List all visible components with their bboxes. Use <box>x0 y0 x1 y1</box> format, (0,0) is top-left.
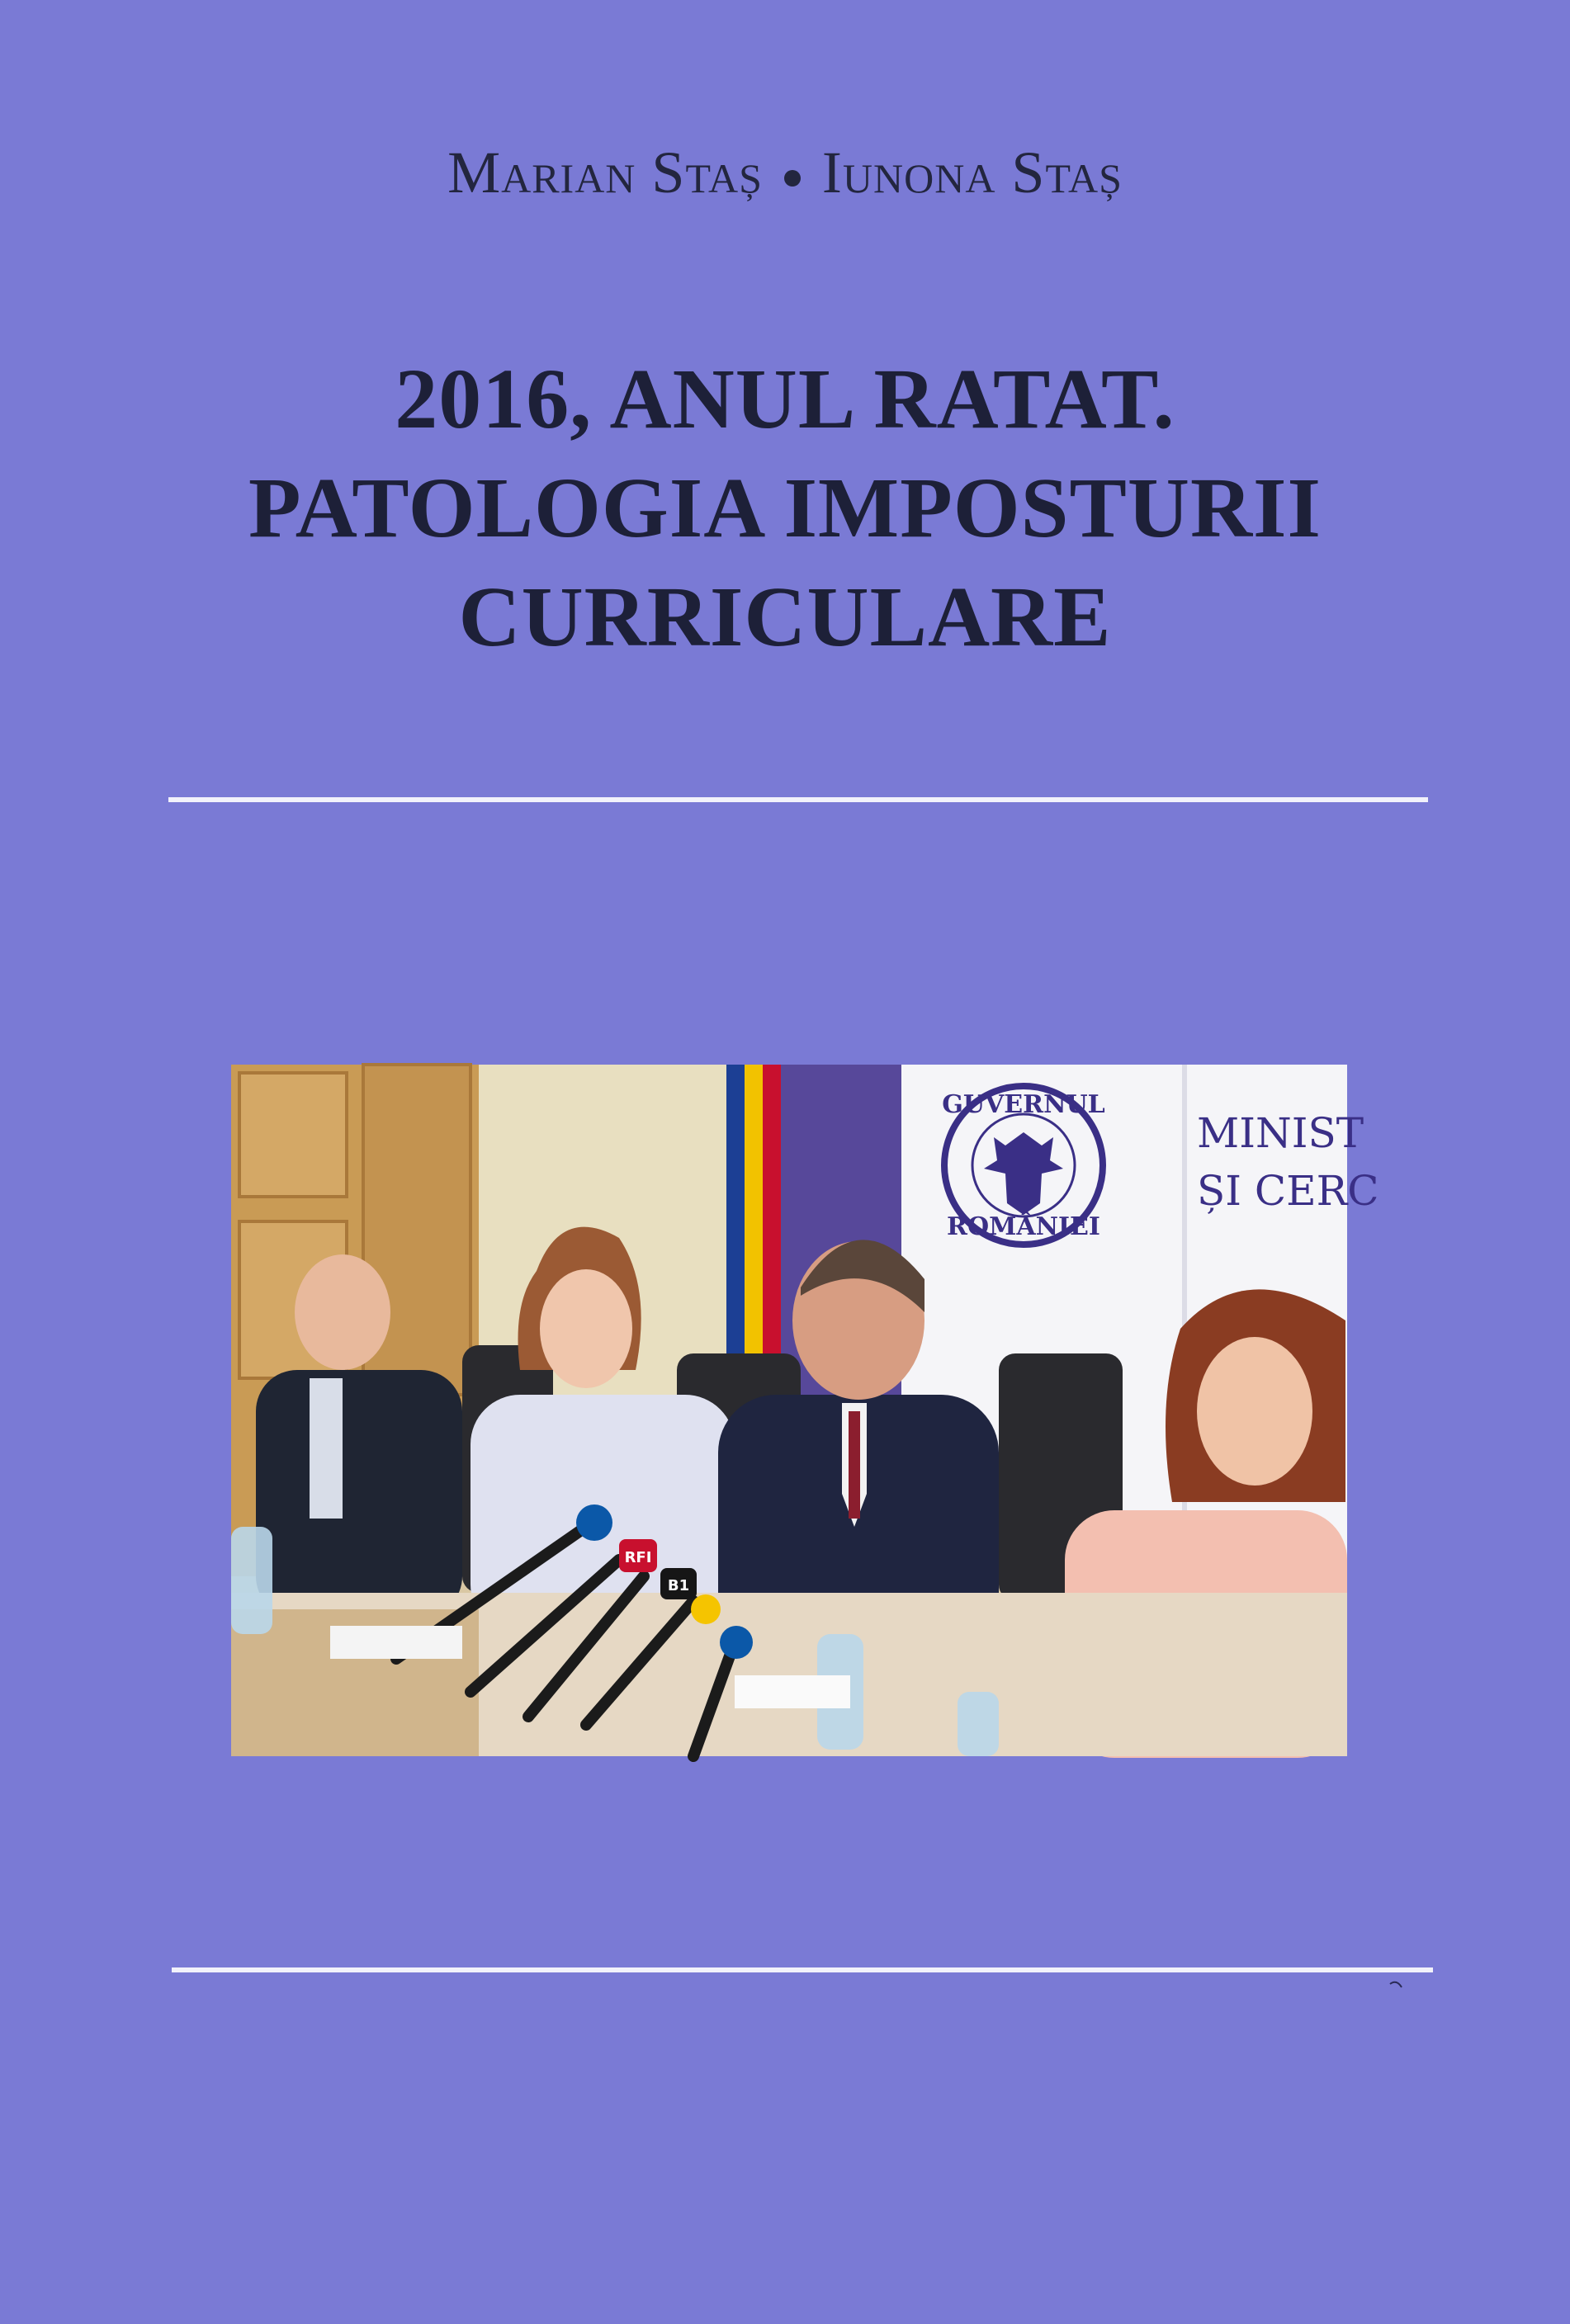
speck-mark-icon <box>1388 1979 1403 1994</box>
book-title <box>0 345 1570 672</box>
cover-photo <box>231 1065 1379 1756</box>
top-divider <box>168 797 1428 802</box>
banner-text-line-2: ȘI CERC <box>1197 1167 1379 1215</box>
bottom-divider <box>172 1967 1433 1972</box>
authors-line <box>0 139 1570 207</box>
title-line-3: CURRICULARE <box>458 569 1112 664</box>
mic-label-2: B1 <box>667 1577 690 1594</box>
author-2: Iunona Staș <box>821 139 1123 205</box>
title-line-2: PATOLOGIA IMPOSTURII <box>248 461 1322 555</box>
title-line-1: 2016, ANUL RATAT. <box>395 352 1175 446</box>
author-1: Marian Staș <box>447 139 763 205</box>
separator-dot-icon <box>784 170 801 187</box>
banner-text-line-1: MINIST <box>1197 1109 1364 1157</box>
seal-bottom-text: ROMÂNIEI <box>947 1212 1100 1241</box>
mic-label-1: RFI <box>624 1549 652 1566</box>
seal-top-text: GUVERNUL <box>942 1090 1105 1119</box>
